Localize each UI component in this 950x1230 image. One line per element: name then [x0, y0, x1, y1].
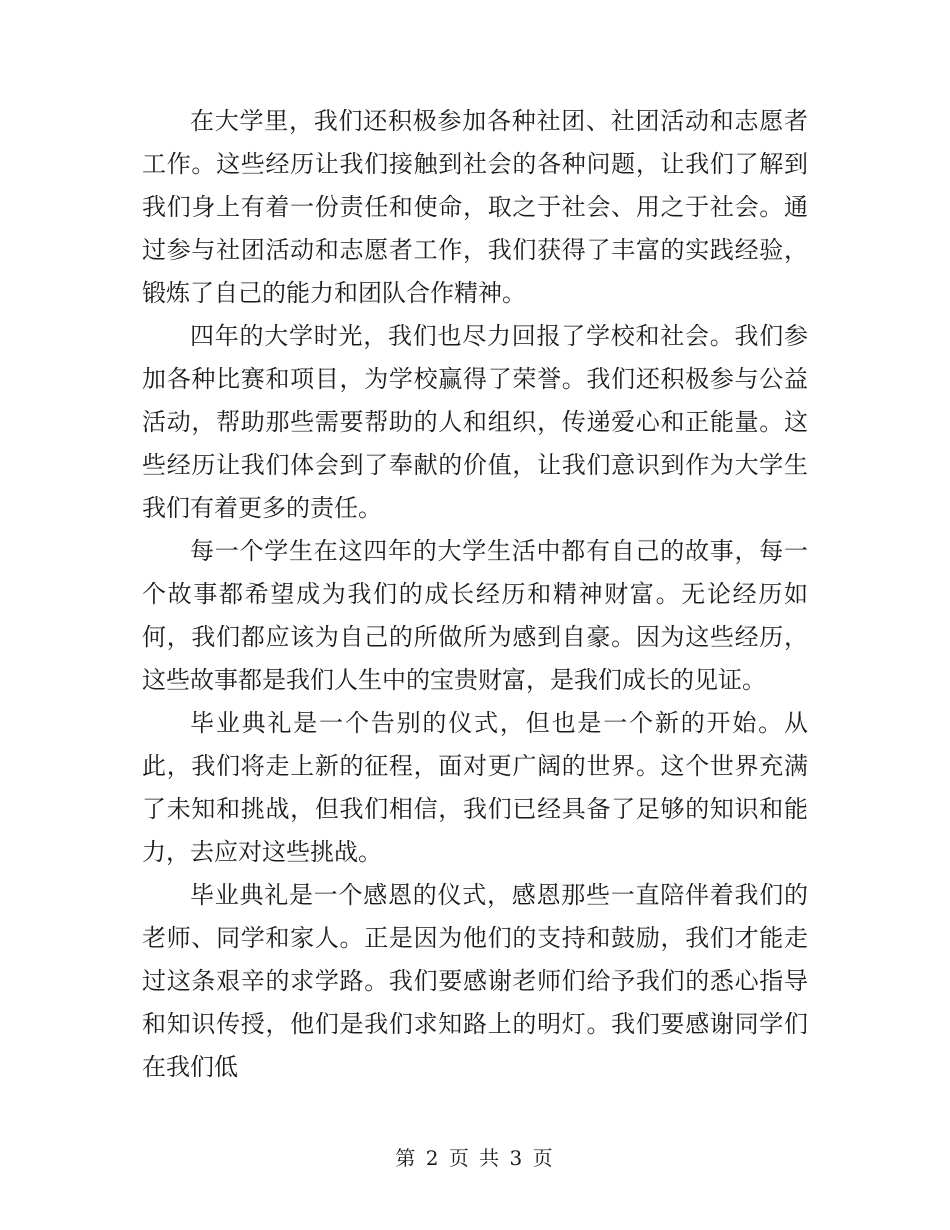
paragraph-1: 在大学里，我们还积极参加各种社团、社团活动和志愿者工作。这些经历让我们接触到社会的各种问题，让我们了解到我们身上有着一份责任和使命，取之于社会、用之于社会。通过参与社团活动和志愿者工作，我们获得了丰富的实践经验，锻炼了自己的能力和团队合作精神。: [142, 107, 808, 307]
page-number-footer: 第 2 页 共 3 页: [395, 1146, 555, 1170]
paragraph-5: 毕业典礼是一个感恩的仪式，感恩那些一直陪伴着我们的老师、同学和家人。正是因为他们的支持和鼓励，我们才能走过这条艰辛的求学路。我们要感谢老师们给予我们的悉心指导和知识传授，他们是我们求知路上的明灯。我们要感谢同学们在我们低: [142, 881, 808, 1081]
paragraph-3: 每一个学生在这四年的大学生活中都有自己的故事，每一个故事都希望成为我们的成长经历和精神财富。无论经历如何，我们都应该为自己的所做所为感到自豪。因为这些经历，这些故事都是我们人生中的宝贵财富，是我们成长的见证。: [142, 537, 808, 694]
document-body: [142, 100, 808, 1089]
paragraph-4: 毕业典礼是一个告别的仪式，但也是一个新的开始。从此，我们将走上新的征程，面对更广阔的世界。这个世界充满了未知和挑战，但我们相信，我们已经具备了足够的知识和能力，去应对这些挑战。: [142, 709, 808, 866]
paragraph-2: 四年的大学时光，我们也尽力回报了学校和社会。我们参加各种比赛和项目，为学校赢得了荣誉。我们还积极参与公益活动，帮助那些需要帮助的人和组织，传递爱心和正能量。这些经历让我们体会到了奉献的价值，让我们意识到作为大学生我们有着更多的责任。: [142, 322, 808, 522]
